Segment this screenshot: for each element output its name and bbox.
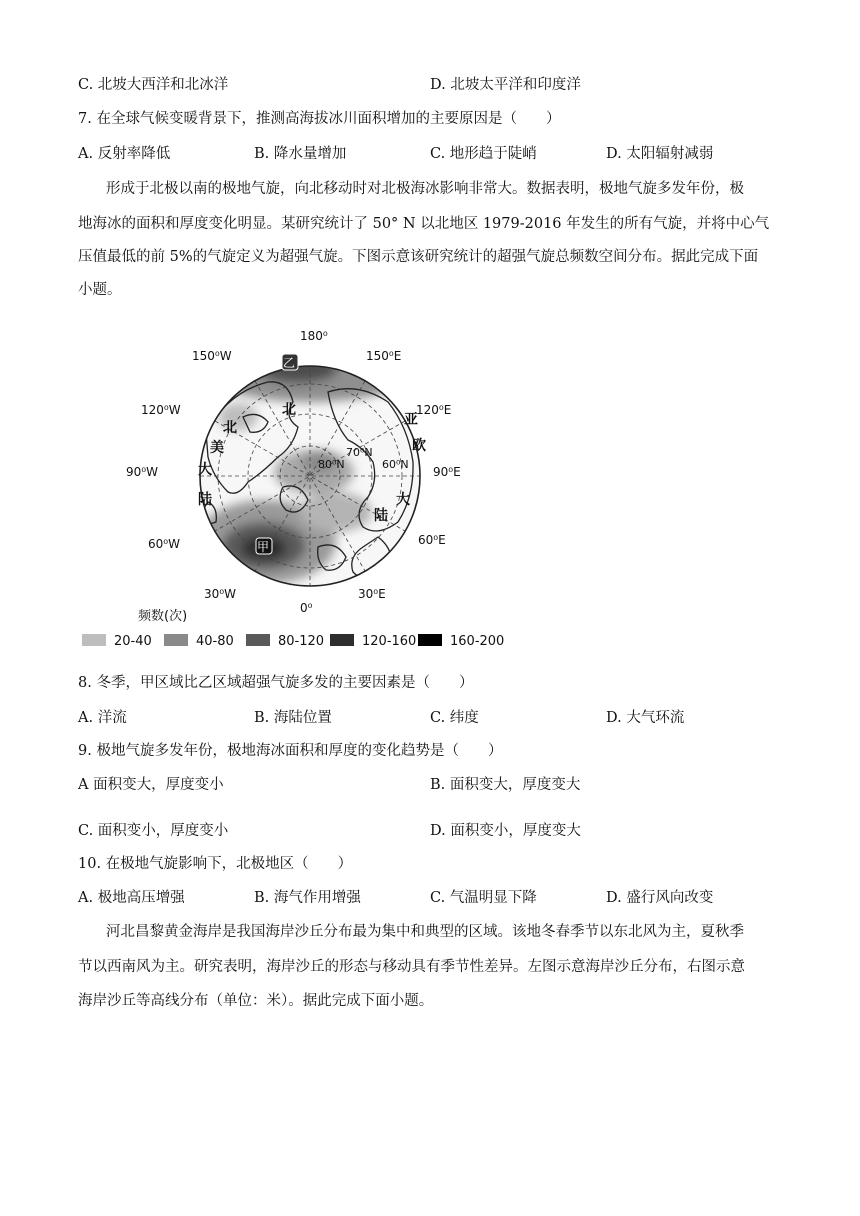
asia-char-1: 亚 — [404, 412, 418, 428]
q9-option-d: D. 面积变小，厚度变大 — [430, 823, 581, 839]
lon-label-120w: 120⁰W — [141, 403, 181, 417]
polar-map-svg — [78, 322, 508, 657]
q8-option-d: D. 大气环流 — [606, 710, 685, 726]
legend — [82, 634, 504, 649]
q9-option-c: C. 面积变小，厚度变小 — [78, 823, 229, 839]
q9-option-b: B. 面积变大，厚度变大 — [430, 777, 581, 793]
q10-option-b: B. 海气作用增强 — [254, 890, 361, 906]
region-jia-label: 甲 — [257, 540, 270, 554]
asia-char-2: 欧 — [412, 438, 426, 454]
lon-label-60e: 60⁰E — [418, 533, 446, 547]
legend-title: 频数(次) — [138, 609, 188, 624]
q6-option-c: C. 北坡大西洋和北冰洋 — [78, 77, 229, 93]
q6-option-d: D. 北坡太平洋和印度洋 — [430, 77, 581, 93]
na-char-1: 北 — [223, 420, 237, 436]
lon-label-90w: 90⁰W — [126, 465, 158, 479]
legend-label-5: 160-200 — [450, 634, 505, 649]
legend-swatch-5 — [418, 634, 442, 646]
passage1-line-4: 小题。 — [78, 282, 122, 298]
q7-option-a: A. 反射率降低 — [78, 146, 171, 162]
passage2-line-2: 节以西南风为主。研究表明，海岸沙丘的形态与移动具有季节性差异。左图示意海岸沙丘分布，右图示意 — [78, 959, 745, 975]
lon-label-90e: 90⁰E — [433, 465, 461, 479]
q9-option-a: A 面积变大，厚度变小 — [78, 777, 224, 793]
q10-option-d: D. 盛行风向改变 — [606, 890, 714, 906]
lat-label-70n: 70⁰N — [346, 446, 373, 459]
legend-label-1: 20-40 — [114, 634, 152, 649]
q8-option-a: A. 洋流 — [78, 710, 127, 726]
q8-stem: 8. 冬季，甲区域比乙区域超强气旋多发的主要因素是（ ） — [78, 675, 474, 691]
q10-stem: 10. 在极地气旋影响下，北极地区（ ） — [78, 856, 353, 872]
north-char: 北 — [282, 402, 296, 418]
q7-option-d: D. 太阳辐射减弱 — [606, 146, 714, 162]
legend-swatch-2 — [164, 634, 188, 646]
legend-swatch-4 — [330, 634, 354, 646]
legend-label-4: 120-160 — [362, 634, 417, 649]
passage2-line-1: 河北昌黎黄金海岸是我国海岸沙丘分布最为集中和典型的区域。该地冬春季节以东北风为主，夏秋季 — [106, 924, 744, 940]
lon-label-60w: 60⁰W — [148, 537, 180, 551]
q8-option-c: C. 纬度 — [430, 710, 479, 726]
q7-option-b: B. 降水量增加 — [254, 146, 347, 162]
passage1-line-1: 形成于北极以南的极地气旋，向北移动时对北极海冰影响非常大。数据表明，极地气旋多发年份，极 — [106, 181, 744, 197]
region-yi-label: 乙 — [283, 356, 296, 370]
lon-label-0: 0⁰ — [300, 601, 313, 615]
q7-option-c: C. 地形趋于陡峭 — [430, 146, 537, 162]
asia-char-4: 陆 — [374, 508, 388, 524]
lon-label-150e: 150⁰E — [366, 349, 402, 363]
q9-stem: 9. 极地气旋多发年份，极地海冰面积和厚度的变化趋势是（ ） — [78, 743, 503, 759]
passage1-line-2: 地海冰的面积和厚度变化明显。某研究统计了 50° N 以北地区 1979-2016 年发生的所有气旋，并将中心气 — [78, 216, 770, 232]
asia-char-3: 大 — [396, 492, 410, 508]
polar-cyclone-map-figure — [78, 322, 508, 657]
legend-label-3: 80-120 — [278, 634, 325, 649]
legend-swatch-1 — [82, 634, 106, 646]
q8-option-b: B. 海陆位置 — [254, 710, 332, 726]
q7-stem: 7. 在全球气候变暖背景下，推测高海拔冰川面积增加的主要原因是（ ） — [78, 111, 561, 127]
lat-label-80n: 80⁰N — [318, 458, 345, 471]
lat-label-60n: 60⁰N — [382, 458, 409, 471]
passage2-line-3: 海岸沙丘等高线分布（单位：米）。据此完成下面小题。 — [78, 993, 434, 1009]
lon-label-30e: 30⁰E — [358, 587, 386, 601]
na-char-4: 陆 — [198, 492, 212, 508]
passage1-line-3: 压值最低的前 5%的气旋定义为超强气旋。下图示意该研究统计的超强气旋总频数空间分布。据此完成下面 — [78, 249, 759, 265]
lon-label-180: 180⁰ — [300, 329, 328, 343]
lon-label-120e: 120⁰E — [416, 403, 452, 417]
lon-label-30w: 30⁰W — [204, 587, 236, 601]
legend-swatch-3 — [246, 634, 270, 646]
lon-label-150w: 150⁰W — [192, 349, 232, 363]
na-char-2: 美 — [210, 440, 224, 456]
q10-option-c: C. 气温明显下降 — [430, 890, 537, 906]
q10-option-a: A. 极地高压增强 — [78, 890, 185, 906]
legend-label-2: 40-80 — [196, 634, 234, 649]
na-char-3: 大 — [198, 462, 212, 478]
